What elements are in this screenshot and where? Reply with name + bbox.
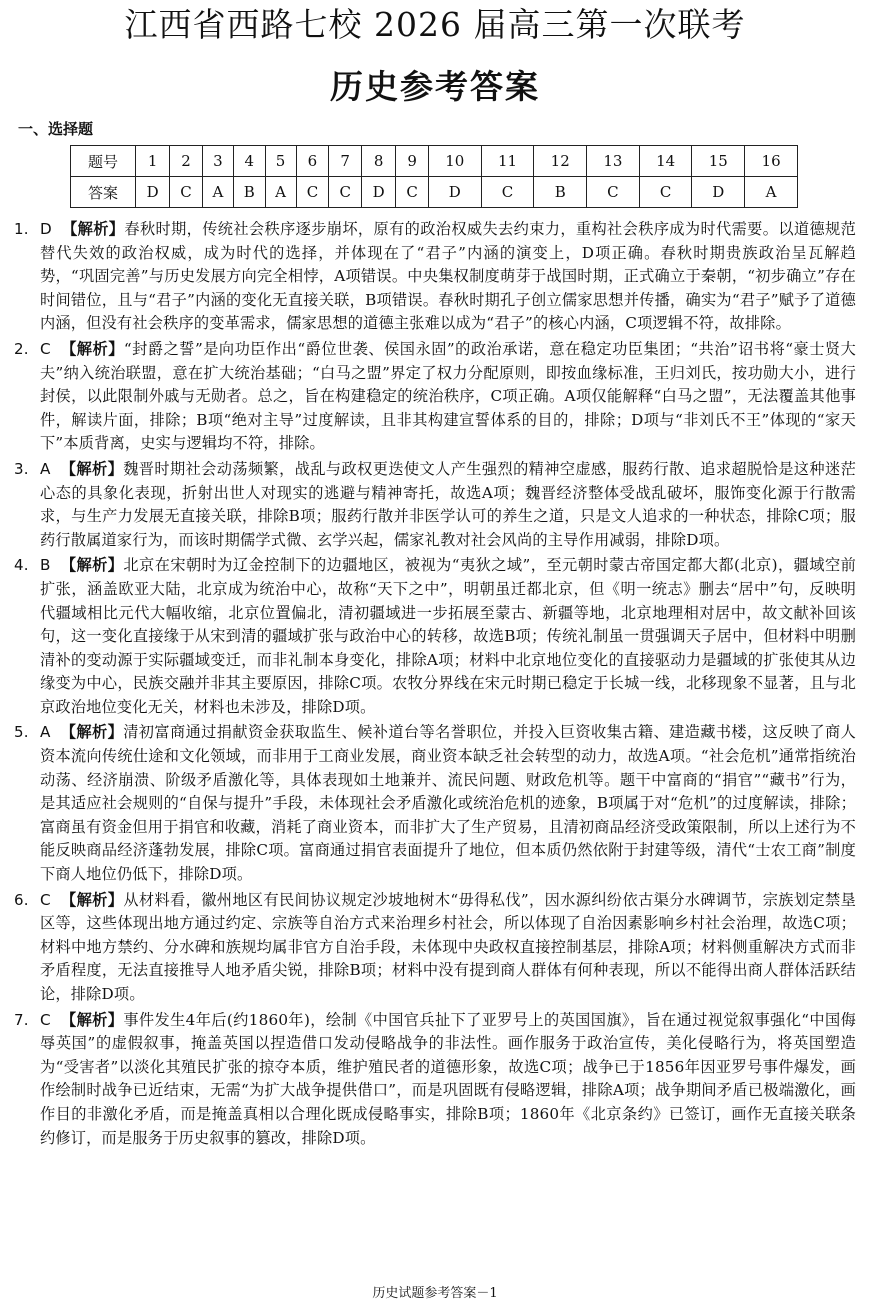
question-number: 12 [534,146,587,177]
explanation-item [0,721,870,886]
answer-cell: D [692,177,745,208]
item-answer: C [40,339,51,358]
document-title: 江西省西路七校 2026 届高三第一次联考 [124,5,746,44]
explanation-item [0,458,870,552]
question-number: 9 [396,146,429,177]
question-number: 3 [202,146,233,177]
answer-cell: A [202,177,233,208]
analysis-tag: 【解析】 [60,556,124,575]
item-number: 4. [14,556,29,575]
item-number: 5. [14,723,29,742]
question-number: 1 [136,146,170,177]
explanation-item [0,1009,870,1151]
explanation-item [0,338,870,456]
question-number: 8 [362,146,396,177]
answer-row [71,177,798,208]
answer-cell: C [329,177,362,208]
item-text: 北京在宋朝时为辽金控制下的边疆地区，被视为“夷狄之域”，至元朝时蒙古帝国定都大都(北京)，疆域空前扩张，涵盖欧亚大陆，北京成为统治中心，故称“天下之中”，明朝虽迁都北京，但《明一统志》删去“居中”句，反映明代疆域相比元代大幅收缩，北京位置偏北，清初疆域进一步拓展至蒙古、新疆等地，北京地理相对居中，故文献补回该句，这一变化直接缘于从宋到清的疆域扩张与政治中心的转移，故选B项；传统礼制虽一贯强调天子居中，但材料中明删清补的变动源于实际疆域变迁，而非礼制本身变化，排除A项；材料中北京地位变化的直接驱动力是疆域的扩张使其从边缘变为中心，民族交融并非其主要原因，排除C项。农牧分界线在宋元时期已稳定于长城一线，北移现象不显著，且与北京政治地位变化无关，材料也未涉及，排除D项。 [40,556,856,716]
question-number: 5 [265,146,296,177]
item-number: 3. [14,459,29,478]
answer-cell: C [639,177,692,208]
question-number: 15 [692,146,745,177]
item-text: 从材料看，徽州地区有民间协议规定沙坡地树木“毋得私伐”，因水源纠纷依古渠分水碑调节，宗族划定禁垦区等，这些体现出地方通过约定、宗族等自治方式来治理乡村社会，所以体现了自治因素影响乡村社会治理，故选C项；材料中地方禁约、分水碑和族规均属非官方自治手段，未体现中央政权直接控制基层，排除A项；材料侧重解决方式而非矛盾程度，无法直接推导人地矛盾尖锐，排除B项；材料中没有提到商人群体有何种表现，所以不能得出商人群体活跃结论，排除D项。 [40,890,856,1003]
item-number: 2. [14,339,29,358]
question-number: 13 [587,146,640,177]
item-answer: D [40,220,52,238]
answer-cell: C [170,177,203,208]
analysis-tag: 【解析】 [60,890,124,909]
question-number: 11 [481,146,534,177]
item-text: “封爵之誓”是向功臣作出“爵位世袭、侯国永固”的政治承诺，意在稳定功臣集团；“共治”诏书将“豪士贤大夫”纳入统治联盟，意在扩大统治基础；“白马之盟”界定了权力分配原则，即按血缘标准，王归刘氏，按功勋大小，进行封侯，以此限制外戚与无勋者。总之，旨在构建稳定的统治秩序，C项正确。A项仅能解释“白马之盟”，无法覆盖其他事件，解读片面，排除；B项“绝对主导”过度解读，且非其构建宣誓体系的目的，排除；D项与“非刘氏不王”体现的“家天下”本质背离，史实与逻辑均不符，排除。 [40,339,856,453]
question-number: 6 [296,146,329,177]
item-number: 1. [14,220,29,238]
answer-cell: A [265,177,296,208]
answer-cell: D [362,177,396,208]
section-heading: 一、选择题 [18,120,94,138]
document-subtitle: 历史参考答案 [330,67,540,106]
item-text: 事件发生4年后(约1860年)，绘制《中国官兵扯下了亚罗号上的英国国旗》，旨在通过视觉叙事强化“中国侮辱英国”的虚假叙事，掩盖英国以捏造借口发动侵略战争的非法性。画作服务于政治宣传，美化侵略行为，将英国塑造为“受害者”以淡化其殖民扩张的掠夺本质，维护殖民者的道德形象，故选C项；战争已于1856年因亚罗号事件爆发，画作绘制时战争已近结束，无需“为扩大战争提供借口”，而是巩固既有侵略逻辑，排除A项；战争期间矛盾已极端激化，画作目的非激化矛盾，而是掩盖真相以合理化既成侵略事实，排除B项；1860年《北京条约》已签订，画作无直接关联条约修订，而是服务于历史叙事的篡改，排除D项。 [40,1010,856,1147]
answer-cell: A [745,177,798,208]
answer-cell: D [136,177,170,208]
analysis-tag: 【解析】 [60,459,124,478]
item-answer: C [40,1010,51,1029]
answer-cell: D [428,177,481,208]
item-text: 春秋时期，传统社会秩序逐步崩坏，原有的政治权威失去约束力，重构社会秩序成为时代需要。以道德规范替代失效的政治权威，成为时代的选择，并体现在了“君子”内涵的演变上，D项正确。春秋时期贵族政治呈瓦解趋势，“巩固完善”与历史发展方向完全相悖，A项错误。中央集权制度萌芽于战国时期，正式确立于秦朝，“初步确立”存在时间错位，且与“君子”内涵的变化无直接关联，B项错误。春秋时期孔子创立儒家思想并传播，确实为“君子”赋予了道德内涵，但没有社会秩序的变革需求，儒家思想的道德主张难以成为“君子”的核心内涵，C项逻辑不符，故排除。 [40,220,856,333]
answer-cell: C [587,177,640,208]
analysis-tag: 【解析】 [60,1010,124,1029]
item-answer: A [40,459,51,478]
answer-cell: C [481,177,534,208]
analysis-tag: 【解析】 [61,220,125,238]
item-text: 清初富商通过捐献资金获取监生、候补道台等名誉职位，并投入巨资收集古籍、建造藏书楼，这反映了商人资本流向传统仕途和文化领域，而非用于工商业发展，商业资本缺乏社会转型的动力，故选A项。“社会危机”通常指统治动荡、经济崩溃、阶级矛盾激化等，具体表现如土地兼并、流民问题、财政危机等。题干中富商的“捐官”“藏书”行为，是其适应社会规则的“自保与提升”手段，未体现社会矛盾激化或统治危机的迹象，B项属于对“危机”的过度解读，排除；富商虽有资金但用于捐官和收藏，消耗了商业资本，而非扩大了生产贸易，且清初商品经济受政策限制，所以上述行为不能反映商品经济蓬勃发展，排除C项。富商通过捐官表面提升了地位，但本质仍然依附于封建等级，清代“士农工商”制度下商人地位仍低下，排除D项。 [40,723,856,884]
item-number: 6. [14,890,29,909]
analysis-tag: 【解析】 [60,723,124,742]
question-number: 10 [428,146,481,177]
row-label-number: 题号 [71,146,136,177]
explanation-item [0,889,870,1007]
analysis-tag: 【解析】 [60,339,124,358]
answer-cell: C [396,177,429,208]
answer-cell: B [233,177,265,208]
explanation-item [0,218,870,336]
explanation-list [0,218,870,1152]
question-number: 2 [170,146,203,177]
question-number: 16 [745,146,798,177]
row-label-answer: 答案 [71,177,136,208]
question-number: 7 [329,146,362,177]
answer-cell: C [296,177,329,208]
question-number: 4 [233,146,265,177]
page-footer: 历史试题参考答案－1 [372,1286,498,1301]
explanation-item [0,554,870,719]
item-text: 魏晋时期社会动荡频繁，战乱与政权更迭使文人产生强烈的精神空虚感，服药行散、追求超脱恰是这种迷茫心态的具象化表现，折射出世人对现实的逃避与精神寄托，故选A项；魏晋经济整体受战乱破坏，服饰变化源于行散需求，与生产力发展无直接关联，排除B项；服药行散并非医学认可的养生之道，只是文人追求的一种状态，排除C项；服药行散属道家行为，而该时期儒学式微、玄学兴起，儒家礼教对社会风尚的主导作用减弱，排除D项。 [40,459,856,549]
item-answer: A [40,723,51,742]
answer-table [70,145,798,208]
item-number: 7. [14,1010,29,1029]
question-number-row [71,146,798,177]
item-answer: C [40,890,51,909]
question-number: 14 [639,146,692,177]
answer-cell: B [534,177,587,208]
item-answer: B [40,556,51,575]
